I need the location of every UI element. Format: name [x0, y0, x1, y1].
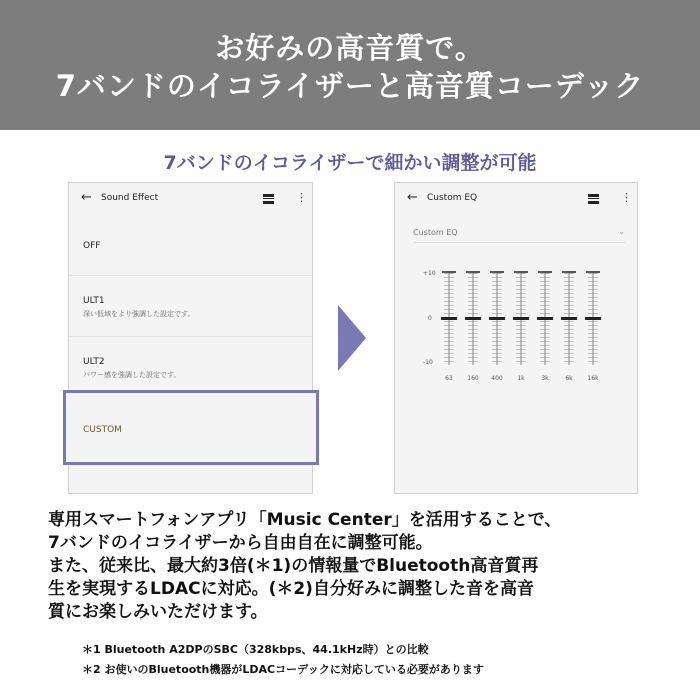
- header-banner: [0, 0, 700, 130]
- custom-eq-screen: [394, 182, 638, 494]
- eq-slider-160[interactable]: [466, 273, 480, 365]
- eq-band-label: 6k: [565, 375, 573, 382]
- chevron-down-icon: ⌄: [618, 227, 625, 236]
- description-line: また、従来比、最大約3倍(＊1)の情報量でBluetooth高音質再: [48, 556, 539, 576]
- eq-y-label-bottom: -10: [423, 359, 433, 366]
- option-ult2[interactable]: [69, 336, 312, 396]
- option-ult1[interactable]: [69, 275, 312, 336]
- option-custom[interactable]: [63, 390, 319, 465]
- eq-band-label: 16k: [587, 375, 599, 382]
- option-custom-label: CUSTOM: [83, 425, 122, 435]
- arrow-right-icon: [338, 305, 366, 371]
- option-ult1-desc: 深い低域をより強調した設定です。: [83, 310, 195, 318]
- eq-slider-63[interactable]: [442, 273, 456, 365]
- eq-y-label-top: +10: [423, 270, 436, 277]
- player-panel-icon[interactable]: [588, 194, 599, 204]
- option-ult2-desc: パワー感を強調した設定です。: [83, 371, 181, 379]
- option-ult2-label: ULT2: [83, 357, 105, 367]
- eq-band-label: 63: [445, 375, 453, 382]
- player-panel-icon[interactable]: [263, 194, 274, 204]
- description-line: 専用スマートフォンアプリ「Music Center」を活用することで、: [48, 510, 562, 530]
- description-text: [48, 509, 688, 624]
- slider-knob[interactable]: [561, 317, 577, 320]
- eq-y-label-mid: 0: [428, 315, 432, 322]
- slider-knob[interactable]: [441, 317, 457, 320]
- footnotes: [82, 640, 484, 680]
- eq-band-label: 1k: [517, 375, 525, 382]
- eq-band-label: 3k: [541, 375, 549, 382]
- back-arrow-icon[interactable]: ←: [81, 190, 92, 205]
- eq-band-label: 160: [467, 375, 479, 382]
- banner-line-1: お好みの高音質で。: [215, 31, 485, 65]
- eq-slider-6k[interactable]: [562, 273, 576, 365]
- description-line: 生を実現するLDACに対応。(＊2)自分好みに調整した音を高音: [48, 579, 534, 599]
- eq-slider-1k[interactable]: [514, 273, 528, 365]
- eq-preset-value: Custom EQ: [413, 228, 458, 237]
- screen-title: Custom EQ: [427, 193, 478, 203]
- banner-line-2: 7バンドのイコライザーと高音質コーデック: [55, 69, 645, 103]
- footnote-1: ＊1 Bluetooth A2DPのSBC（328kbps、44.1kHz時）との比較: [82, 643, 429, 656]
- slider-knob[interactable]: [537, 317, 553, 320]
- footnote-2: ＊2 お使いのBluetooth機器がLDACコーデックに対応している必要があります: [82, 663, 484, 676]
- screen-title: Sound Effect: [101, 193, 159, 203]
- more-options-icon[interactable]: ⋮: [296, 191, 307, 204]
- slider-knob[interactable]: [489, 317, 505, 320]
- eq-slider-16k[interactable]: [586, 273, 600, 365]
- slider-knob[interactable]: [585, 317, 601, 320]
- description-line: 質にお楽しみいただけます。: [48, 602, 268, 622]
- eq-slider-400[interactable]: [490, 273, 504, 365]
- eq-slider-2-5k[interactable]: [538, 273, 552, 365]
- slider-knob[interactable]: [513, 317, 529, 320]
- sound-effect-appbar: [69, 183, 312, 215]
- more-options-icon[interactable]: ⋮: [621, 191, 632, 204]
- custom-eq-appbar: [395, 183, 637, 215]
- option-off-label: OFF: [83, 241, 101, 251]
- back-arrow-icon[interactable]: ←: [407, 190, 418, 205]
- section-subtitle: 7バンドのイコライザーで細かい調整が可能: [163, 152, 537, 174]
- option-ult1-label: ULT1: [83, 296, 105, 306]
- equalizer: [395, 263, 639, 383]
- slider-knob[interactable]: [465, 317, 481, 320]
- description-line: 7バンドのイコライザーから自由自在に調整可能。: [48, 533, 433, 553]
- option-off[interactable]: [69, 215, 312, 275]
- eq-band-label: 400: [491, 375, 503, 382]
- eq-preset-select[interactable]: [413, 227, 625, 243]
